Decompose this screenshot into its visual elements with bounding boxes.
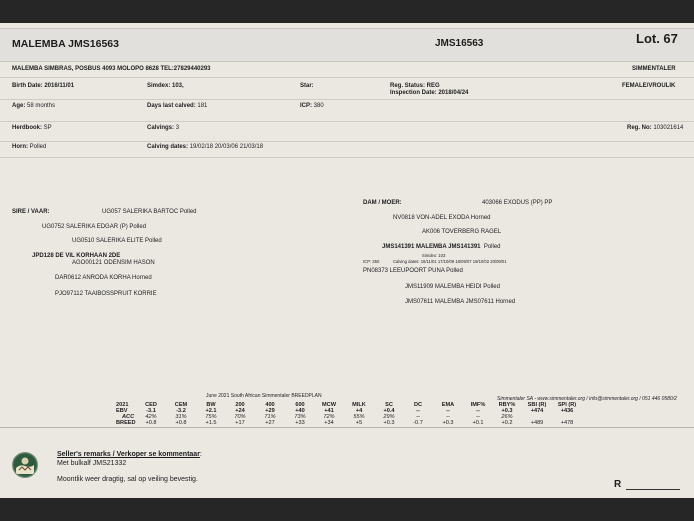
icp: ICP: 380 <box>300 103 324 109</box>
days-last-calved: Days last calved: 181 <box>147 103 208 109</box>
ebv-header: SBI (R) <box>527 402 547 408</box>
ebv-year: 2021 <box>116 402 129 408</box>
ebv-header: 400 <box>265 402 275 408</box>
ebv-header: 200 <box>235 402 245 408</box>
breeder-line: MALEMBA SIMBRAS, POSBUS 4093 MOLOPO 8628 TEL:27829440293 <box>12 66 211 72</box>
breed-name: SIMMENTALER <box>632 66 676 72</box>
ebv-row-label: EBV <box>116 408 128 414</box>
inspection-date: Inspection Date: 2018/04/24 <box>390 90 469 96</box>
dam-dam-dam-sire: JMS11909 MALEMBA HEIDI Polled <box>405 284 500 290</box>
acc-value: 73% <box>294 414 306 420</box>
breed-value: +0.8 <box>175 420 187 426</box>
ebv-header: CED <box>145 402 157 408</box>
breed-value: +0.3 <box>442 420 454 426</box>
breedplan-source: June 2021 South African Simmentaler BREEDPLAN <box>206 393 322 399</box>
ebv-header: 600 <box>295 402 305 408</box>
sire: UG057 SALERIKA BARTOC Polled <box>102 209 197 215</box>
breed-value: +34 <box>324 420 334 426</box>
simdex: Simdex: 103, <box>147 83 184 89</box>
divider <box>0 121 694 122</box>
dam-dam-calving-dates: Calving dates: 16/11/01 17/10/09 18/09/07 19/10/02 20/09/01 <box>393 259 507 264</box>
society-logo <box>12 452 38 478</box>
ebv-value: -- <box>476 408 480 414</box>
ebv-value: -3.1 <box>146 408 156 414</box>
breed-value: -0.7 <box>413 420 423 426</box>
ebv-header: DC <box>413 402 423 408</box>
breed-value: +0.1 <box>472 420 484 426</box>
divider <box>0 77 694 78</box>
dam-dam-dam: PN08373 LEEUPOORT PUNA Polled <box>363 268 463 274</box>
ebv-header: SC <box>385 402 393 408</box>
sire-dam-dam: DAR0612 ANRODA KORHA Horned <box>55 275 152 281</box>
breed-value: +489 <box>530 420 544 426</box>
breedplan-contact: Simmentaler SA - www.simmentaler.org / info@simmentaler.org / 051 446 0580/2 <box>497 396 677 402</box>
ebv-value: +0.3 <box>501 408 513 414</box>
ebv-header: BW <box>206 402 216 408</box>
breed-value: +478 <box>560 420 574 426</box>
divider <box>0 99 694 100</box>
acc-value: 31% <box>175 414 187 420</box>
birth-date: Birth Date: 2016/11/01 <box>12 83 75 89</box>
sex: FEMALE/VROULIK <box>622 83 676 89</box>
breed-value: +1.5 <box>205 420 217 426</box>
remarks-heading: Seller's remarks / Verkoper se kommentaar: <box>57 451 202 458</box>
calving-dates: Calving dates: 19/02/18 20/03/06 21/03/18 <box>147 144 264 150</box>
price-label: R <box>614 479 622 490</box>
dam-dam: JMS141391 MALEMBA JMS141391 Polled <box>382 244 501 250</box>
breed-value: +33 <box>295 420 305 426</box>
ebv-header: IMF% <box>470 402 486 408</box>
ebv-value: +29 <box>265 408 275 414</box>
ebv-value: +4 <box>355 408 363 414</box>
star: Star: <box>300 83 314 89</box>
breed-value: +0.8 <box>145 420 157 426</box>
acc-value: 75% <box>205 414 217 420</box>
herdbook: Herdbook: SP <box>12 125 52 131</box>
ebv-header: CEM <box>174 402 188 408</box>
society-logo-graphic <box>13 453 37 477</box>
lot-title: MALEMBA JMS16563 <box>12 38 119 50</box>
ebv-value: -- <box>446 408 450 414</box>
ebv-value: +474 <box>530 408 544 414</box>
dam-sire: NV0818 VON-ADEL EXODA Horned <box>393 215 491 221</box>
breed-value: +27 <box>265 420 275 426</box>
ebv-value: +0.4 <box>383 408 395 414</box>
acc-value: 70% <box>234 414 246 420</box>
lot-sheet <box>0 23 694 498</box>
divider <box>0 427 694 428</box>
sire-label: SIRE / VAAR: <box>12 209 50 215</box>
ebv-value: +40 <box>295 408 305 414</box>
dam-dam-icp: ICP: 350 <box>363 259 380 264</box>
dam-label: DAM / MOER: <box>363 200 402 206</box>
remarks-line-2: Moontlik weer dragtig, sal op veiling bevestig. <box>57 476 198 483</box>
acc-value: 42% <box>145 414 157 420</box>
lot-number: Lot. 67 <box>636 31 678 46</box>
sire-dam-bold: JPD128 DE VIL KORHAAN 2DE <box>32 253 121 259</box>
breed-value: +5 <box>355 420 363 426</box>
acc-row-label: ACC <box>122 414 135 420</box>
acc-value: 71% <box>264 414 276 420</box>
remarks-line-1: Met bulkalf JMS21332 <box>57 460 127 467</box>
dam-sire-sire: AK006 TOVERBERG RAGEL <box>422 229 502 235</box>
acc-value: 55% <box>353 414 365 420</box>
sire-dam: AGO00121 ODENSIM HASON <box>72 260 155 266</box>
sire-sire-sire: UG0510 SALERIKA ELITE Polled <box>72 238 162 244</box>
ebv-value: +2.1 <box>205 408 217 414</box>
breed-value: +17 <box>235 420 245 426</box>
dam: 403066 EXODUS (PP) PP <box>482 200 553 206</box>
divider <box>0 141 694 142</box>
ebv-value: -- <box>416 408 420 414</box>
lot-id: JMS16563 <box>435 38 484 49</box>
ebv-value: -3.2 <box>176 408 186 414</box>
horn: Horn: Polled <box>12 144 47 150</box>
sire-dam-dam-dam: PJO97112 TAAIBOSSPRUIT KORRIE <box>55 291 157 297</box>
sire-sire: UG0752 SALERIKA EDGAR (P) Polled <box>42 224 147 230</box>
reg-no: Reg. No: 103021614 <box>627 125 684 131</box>
acc-value: -- <box>416 414 420 420</box>
acc-value: 29% <box>383 414 395 420</box>
ebv-header: RBY% <box>498 402 516 408</box>
breed-value: +0.2 <box>501 420 513 426</box>
reg-status: Reg. Status: REG <box>390 83 440 89</box>
ebv-header: MCW <box>322 402 336 408</box>
divider <box>0 157 694 158</box>
ebv-header: SPI (R) <box>557 402 577 408</box>
acc-value: 72% <box>323 414 335 420</box>
calvings: Calvings: 3 <box>147 125 180 131</box>
ebv-value: +41 <box>324 408 334 414</box>
ebv-value: +24 <box>235 408 245 414</box>
acc-value: -- <box>446 414 450 420</box>
ebv-value: +436 <box>560 408 574 414</box>
breed-row-label: BREED <box>116 420 136 426</box>
dam-dam-dam-dam: JMS07611 MALEMBA JMS07611 Horned <box>405 299 516 305</box>
dam-dam-simdex: Simdex: 103 <box>422 253 446 258</box>
ebv-header: EMA <box>441 402 455 408</box>
acc-value: -- <box>476 414 480 420</box>
breed-value: +0.3 <box>383 420 395 426</box>
price-field[interactable] <box>626 489 680 490</box>
age: Age: 58 months <box>12 103 56 109</box>
ebv-header: MILK <box>352 402 366 408</box>
acc-value: 26% <box>501 414 513 420</box>
